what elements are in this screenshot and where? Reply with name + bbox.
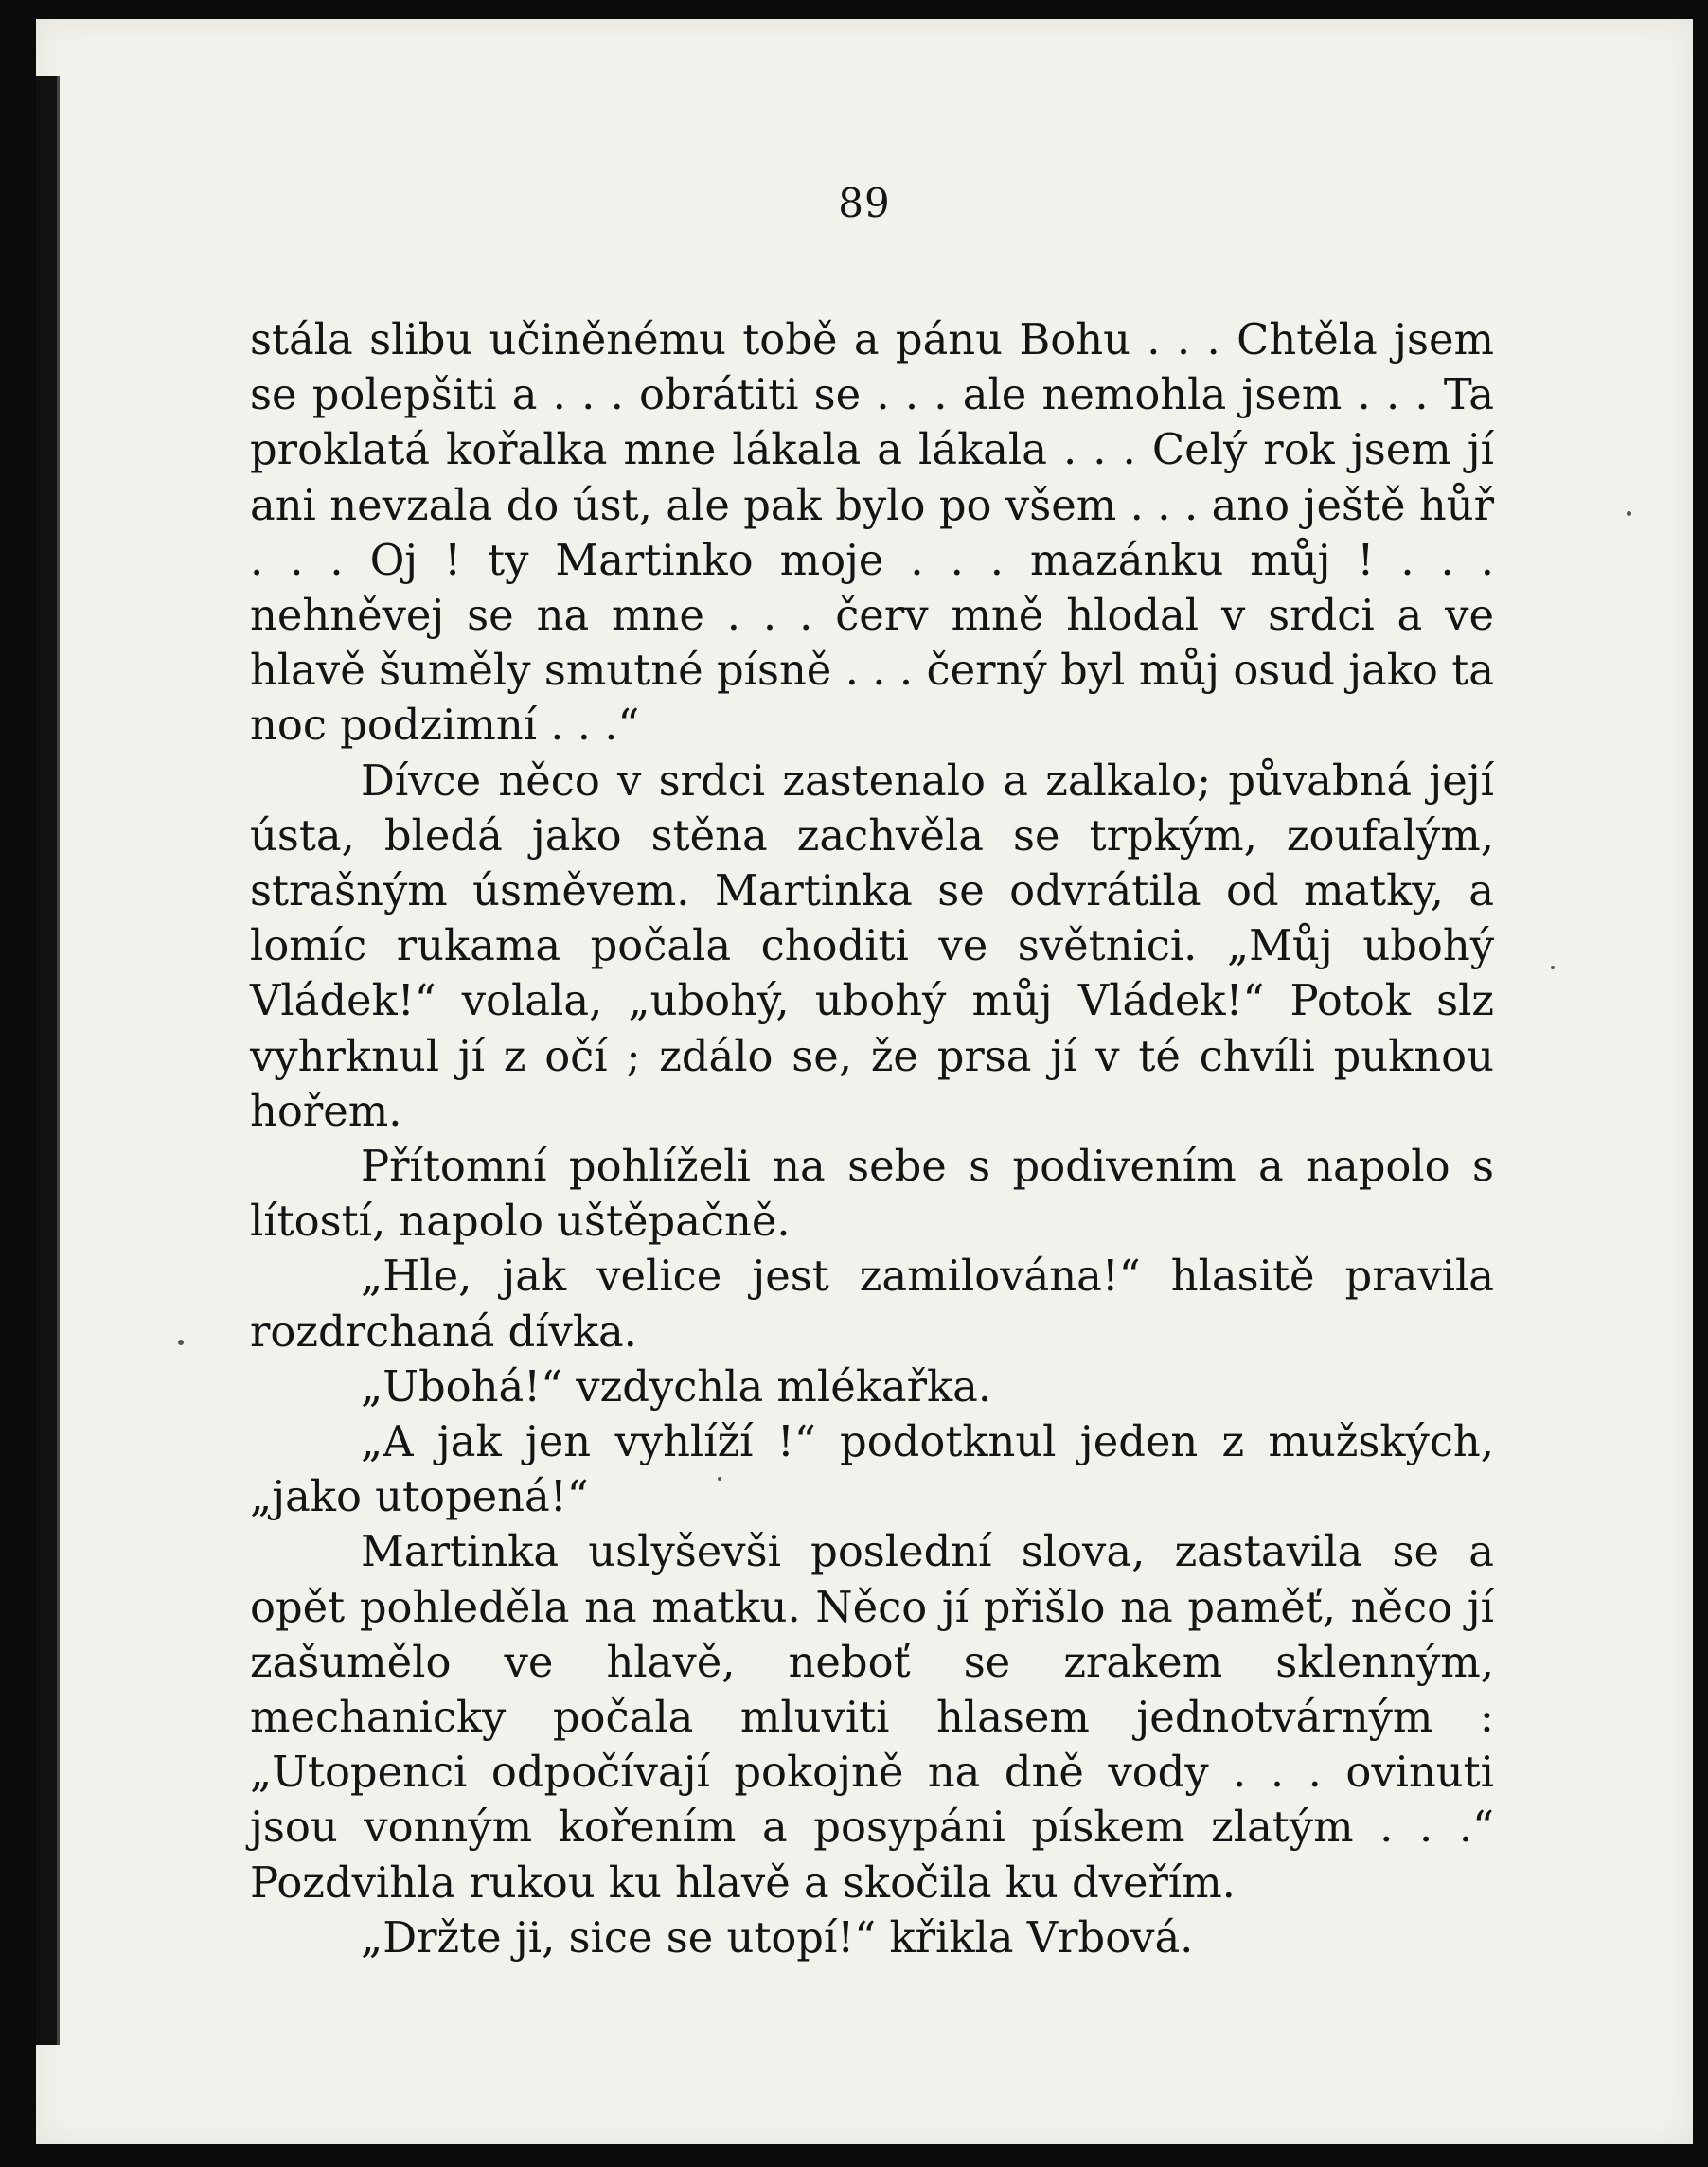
paragraph: Martinka uslyševši poslední slova, zastavila se a opět pohleděla na matku. Něco jí přišlo na paměť, něco jí zašumělo ve hlavě, neboť se zrakem sklenným, mechanicky počala mluviti hlasem jednotvárným : „Utopenci odpočívají pokojně na dně vody . . . ovinuti jsou vonným kořením a posypáni pískem zlatým . . .“ Pozdvihla rukou ku hlavě a skočila ku dveřím. [250,1526,1494,1908]
paragraph: „Hle, jak velice jest zamilována!“ hlasitě pravila rozdrchaná dívka. [250,1251,1494,1357]
page-number: 89 [838,180,891,226]
paper-speck [1627,511,1631,516]
paragraph: stála slibu učiněnému tobě a pánu Bohu . . . Chtěla jsem se polepšiti a . . . obrátiti se . . . ale nemohla jsem . . . Ta proklatá kořalka mne lákala a lákala . . . Celý rok jsem jí ani nevzala do úst, ale pak bylo po všem . . . ano ještě hůř . . . Oj ! ty Martinko moje . . . mazánku můj ! . . . nehněvej se na mne . . . červ mně hlodal v srdci a ve hlavě šuměly smutné písně . . . černý byl můj osud jako ta noc podzimní . . .“ [250,314,1494,751]
binding-thread [57,76,60,2045]
paragraph: Přítomní pohlíželi na sebe s podivením a napolo s lítostí, napolo uštěpačně. [250,1141,1494,1247]
paragraph: „Ubohá!“ vzdychla mlékařka. [361,1360,992,1412]
paragraph: „A jak jen vyhlíží !“ podotknul jeden z mužských, „jako utopená!“ [250,1416,1494,1522]
paragraph: „Držte ji, sice se utopí!“ křikla Vrbová. [361,1911,1194,1963]
paragraph: Dívce něco v srdci zastenalo a zalkalo; půvabná její ústa, bledá jako stěna zachvěla se trpkým, zoufalým, strašným úsměvem. Martinka se odvrátila od matky, a lomíc rukama počala choditi ve světnici. „Můj ubohý Vládek!“ volala, „ubohý, ubohý můj Vládek!“ Potok slz vyhrknul jí z očí ; zdálo se, že prsa jí v té chvíli puknou hořem. [250,755,1494,1136]
book-page [36,19,1693,2144]
body-text [250,312,1494,1965]
paper-speck [178,1340,184,1345]
book-spine-edge [36,76,57,2045]
paper-speck [1551,966,1555,969]
